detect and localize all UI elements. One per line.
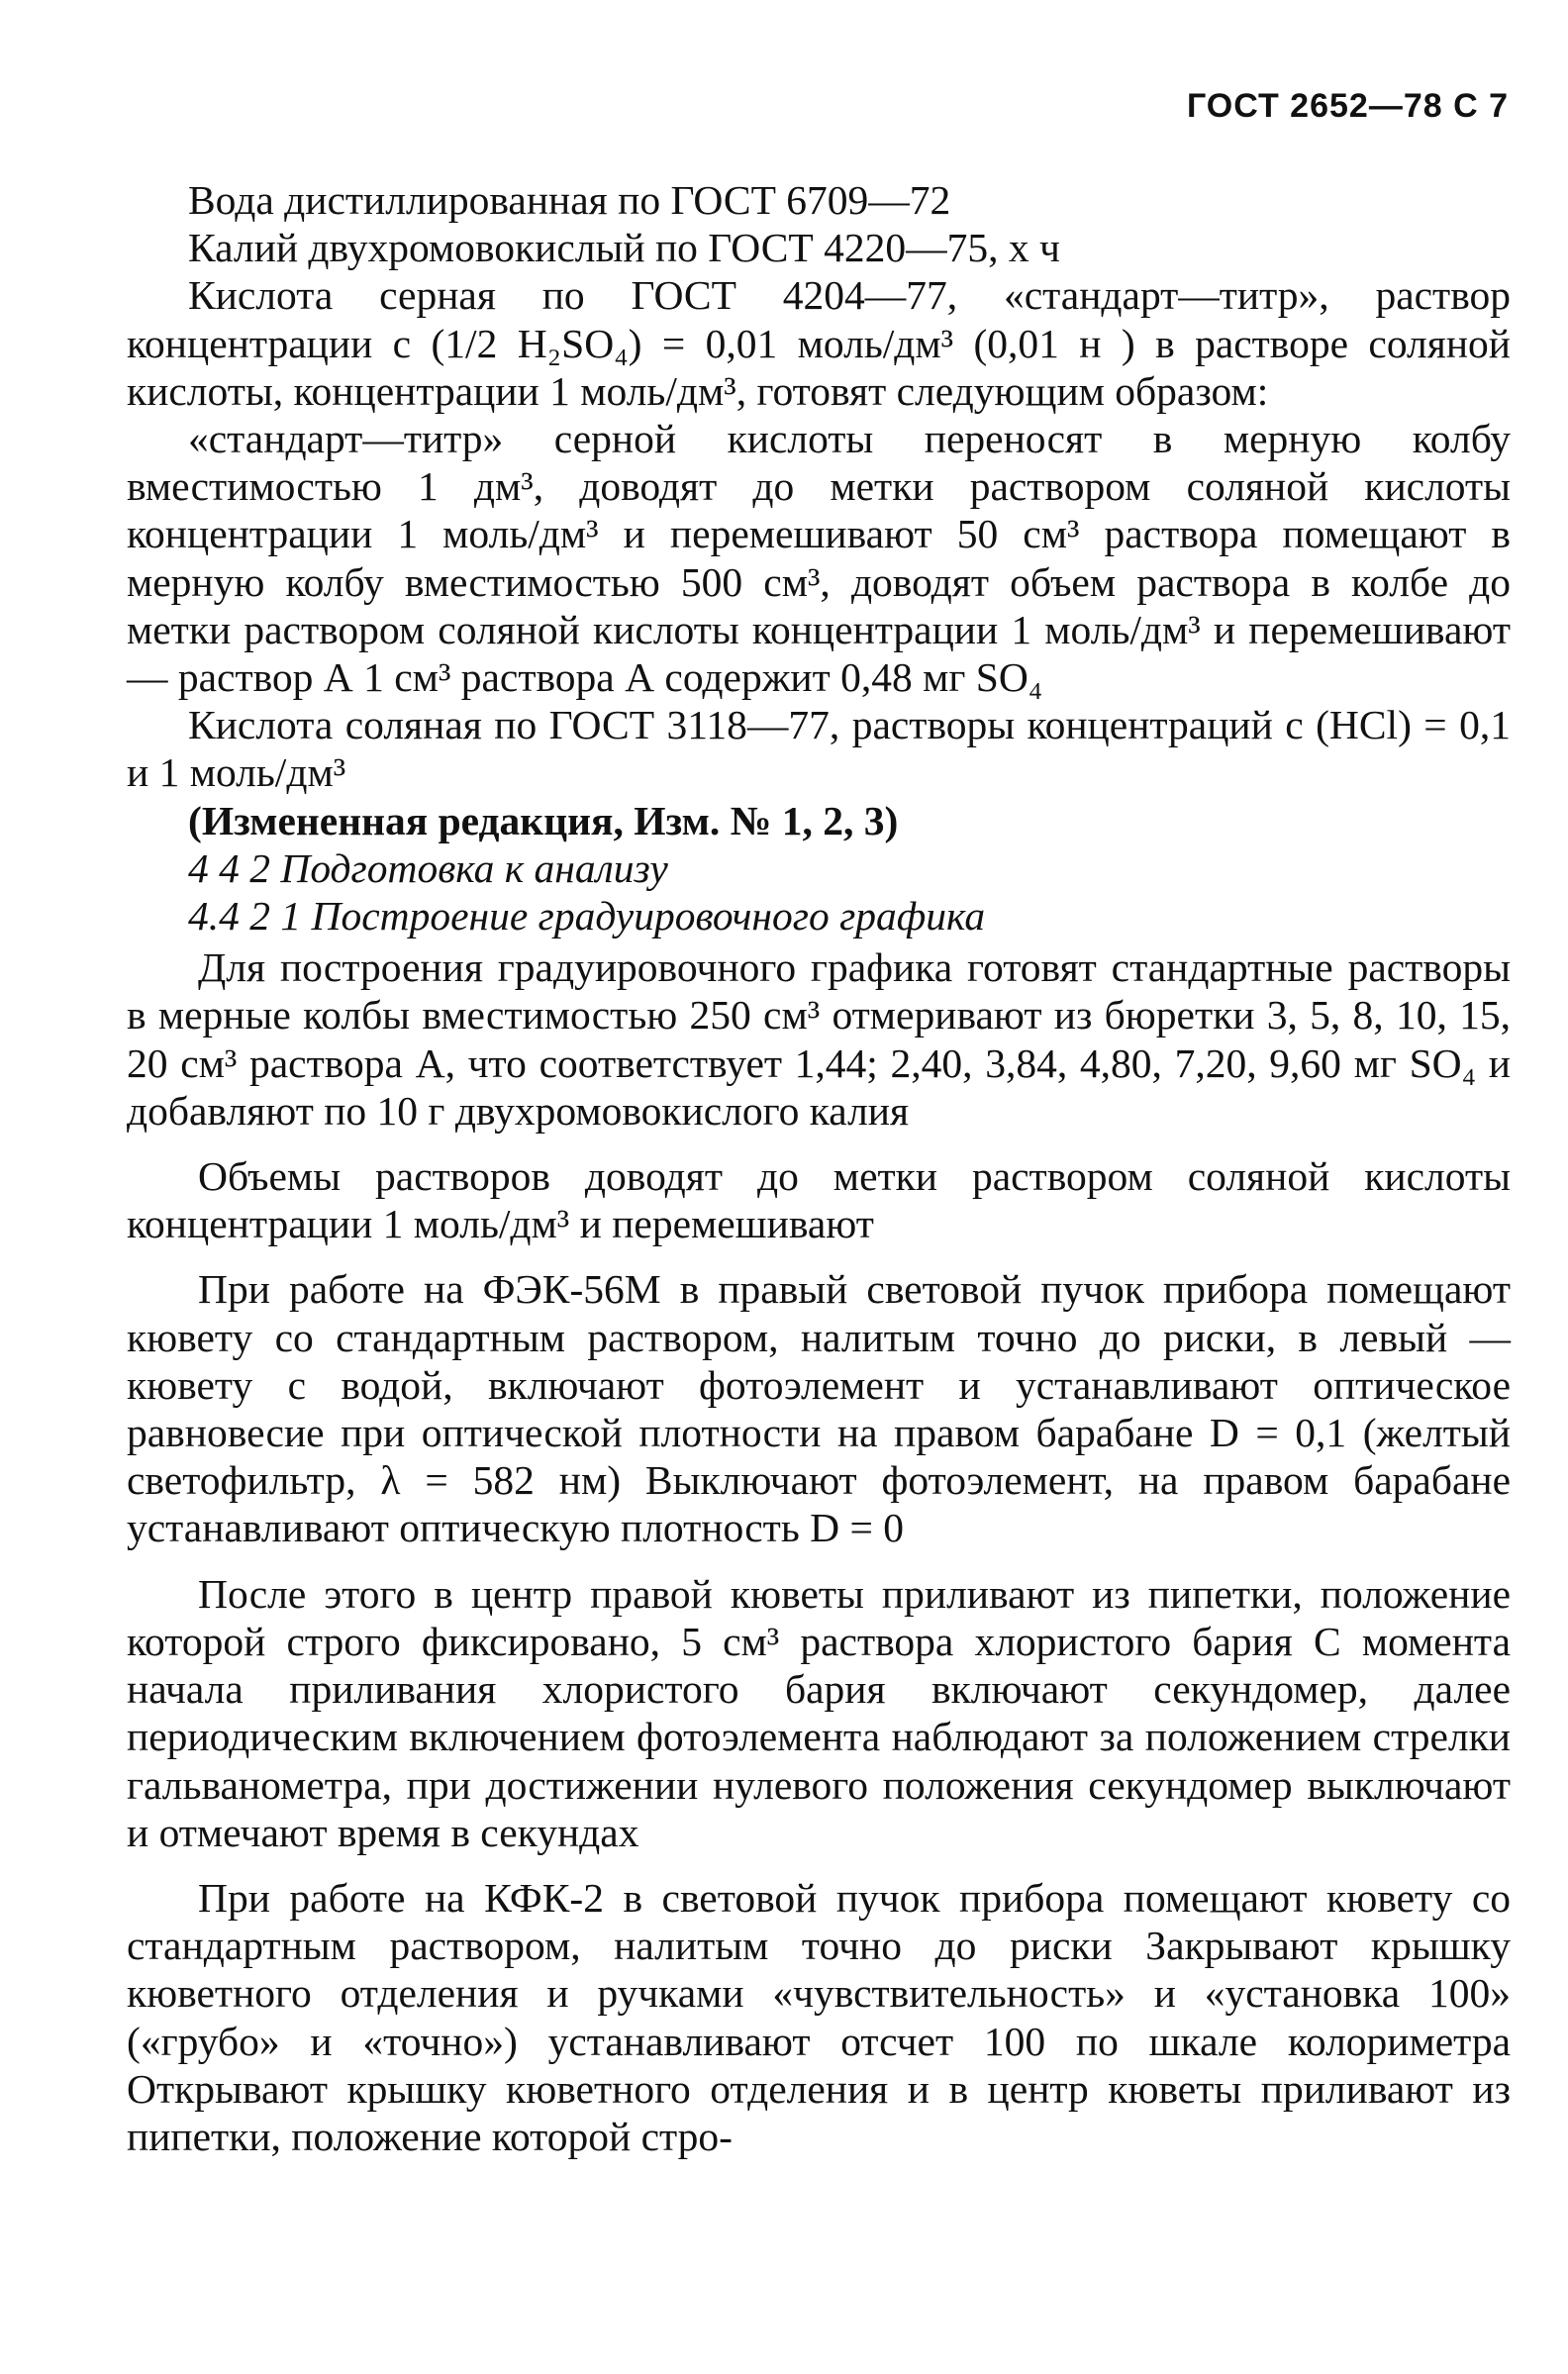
section-heading-calibration-graph: 4.4 2 1 Построение градуировочного графика bbox=[188, 893, 986, 940]
paragraph-water: Вода дистиллированная по ГОСТ 6709—72 bbox=[188, 177, 951, 223]
paragraph-calibration-solutions: Для построения градуировочного графика готовят стандартные растворы в мерные колбы вместимостью 250 см³ отмеривают из бюретки 3, 5, 8, 10, 15, 20 см³ раствора А, что соответствует 1,44; 2,40, 3,84, 4,80, 7,20, 9,60 мг SO₄ и добавляют по 10 г двухромовокислого калия bbox=[127, 944, 1511, 1134]
paragraph-barium-chloride: После этого в центр правой кюветы приливают из пипетки, положение которой строго фиксировано, 5 см³ раствора хлористого бария С момента начала приливания хлористого бария включают секундомер, далее периодическим включением фотоэлемента наблюдают за положением стрелки гальванометра, при достижении нулевого положения секундомер выключают и отмечают время в секундах bbox=[127, 1570, 1511, 1855]
paragraph-sulfuric-acid: Кислота серная по ГОСТ 4204—77, «стандарт—титр», раствор концентрации c (1/2 H₂SO₄) = 0,01 моль/дм³ (0,01 н ) в растворе соляной кислоты, концентрации 1 моль/дм³, готовят следующим образом: bbox=[127, 272, 1511, 414]
paragraph-hydrochloric-acid: Кислота соляная по ГОСТ 3118—77, растворы концентраций c (HCl) = 0,1 и 1 моль/дм³ bbox=[127, 702, 1511, 796]
paragraph-volumes: Объемы растворов доводят до метки раствором соляной кислоты концентрации 1 моль/дм³ и перемешивают bbox=[127, 1153, 1511, 1247]
paragraph-kfk-2: При работе на КФК-2 в световой пучок прибора помещают кювету со стандартным раствором, налитым точно до риски Закрывают крышку кюветного отделения и ручками «чувствительность» и «установка 100» («грубо» и «точно») устанавливают отсчет 100 по шкале колориметра Открывают крышку кюветного отделения и в центр кюветы приливают из пипетки, положение которой стро- bbox=[127, 1874, 1511, 2159]
document-body bbox=[127, 176, 1511, 2160]
paragraph-standard-titer: «стандарт—титр» серной кислоты переносят в мерную колбу вместимостью 1 дм³, доводят до метки раствором соляной кислоты концентрации 1 моль/дм³ и перемешивают 50 см³ раствора помещают в мерную колбу вместимостью 500 см³, доводят объем раствора в колбе до метки раствором соляной кислоты концентрации 1 моль/дм³ и перемешивают — раствор А 1 см³ раствора А содержит 0,48 мг SO₄ bbox=[127, 416, 1511, 701]
paragraph-potassium-dichromate: Калий двухромовокислый по ГОСТ 4220—75, х ч bbox=[188, 225, 1060, 271]
amendment-note: (Измененная редакция, Изм. № 1, 2, 3) bbox=[188, 797, 899, 843]
paragraph-fek-56m: При работе на ФЭК-56М в правый световой пучок прибора помещают кювету со стандартным раствором, налитым точно до риски, в левый — кювету с водой, включают фотоэлемент и устанавливают оптическое равновесие при оптической плотности на правом барабане D = 0,1 (желтый светофильтр, λ = 582 нм) Выключают фотоэлемент, на правом барабане устанавливают оптическую плотность D = 0 bbox=[127, 1266, 1511, 1551]
section-heading-preparation: 4 4 2 Подготовка к анализу bbox=[188, 844, 668, 891]
page-header-standard-code: ГОСТ 2652—78 С 7 bbox=[1186, 87, 1509, 125]
